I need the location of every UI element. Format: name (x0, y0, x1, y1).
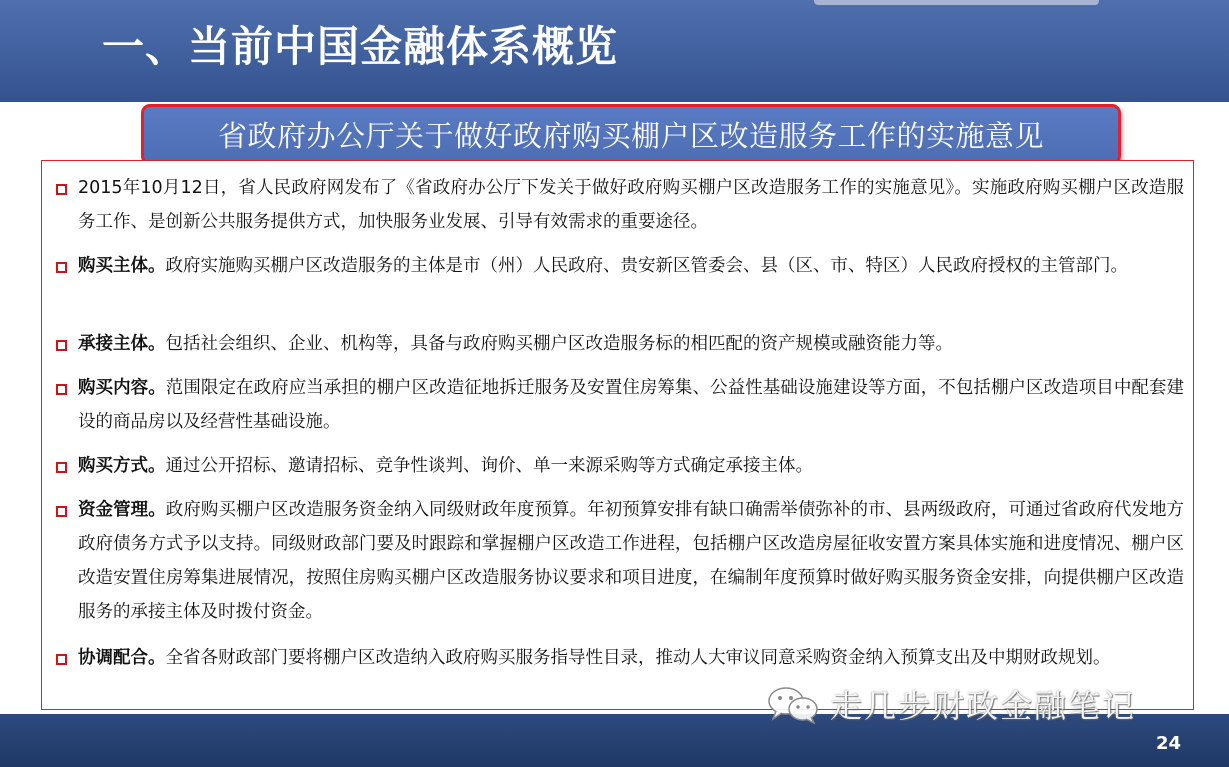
item-text (78, 171, 1184, 239)
wechat-icon (764, 684, 824, 724)
item-body: 2015年10月12日，省人民政府网发布了《省政府办公厅下发关于做好政府购买棚户区改造服务工作的实施意见》。实施政府购买棚户区改造服务工作、是创新公共服务提供方式，加快服务业发展、引导有效需求的重要途径。 (78, 178, 1184, 232)
square-bullet-icon (56, 184, 67, 195)
item-body: 通过公开招标、邀请招标、竞争性谈判、询价、单一来源采购等方式确定承接主体。 (165, 456, 813, 476)
square-bullet-icon (56, 262, 67, 273)
item-body: 包括社会组织、企业、机构等，具备与政府购买棚户区改造服务标的相匹配的资产规模或融资能力等。 (165, 334, 953, 354)
item-text (78, 371, 1184, 439)
item-body: 范围限定在政府应当承担的棚户区改造征地拆迁服务及安置住房筹集、公益性基础设施建设等方面，不包括棚户区改造项目中配套建设的商品房以及经营性基础设施。 (78, 378, 1185, 432)
watermark-text: 走几步财政金融笔记 (830, 687, 1137, 725)
item-text (78, 641, 1184, 675)
item-body: 政府实施购买棚户区改造服务的主体是市（州）人民政府、贵安新区管委会、县（区、市、特区）人民政府授权的主管部门。 (165, 256, 1128, 276)
square-bullet-icon (56, 384, 67, 395)
item-text (78, 327, 1184, 361)
list-item (56, 449, 1184, 483)
list-item (56, 171, 1184, 239)
list-item (56, 327, 1184, 361)
item-body: 全省各财政部门要将棚户区改造纳入政府购买服务指导性目录，推动人大审议同意采购资金纳入预算支出及中期财政规划。 (165, 648, 1111, 668)
page-number: 24 (1155, 733, 1181, 754)
item-heading: 协调配合。 (78, 648, 166, 668)
square-bullet-icon (56, 506, 67, 517)
watermark (764, 682, 1136, 726)
content-box (41, 160, 1194, 710)
list-item (56, 641, 1184, 675)
square-bullet-icon (56, 462, 67, 473)
subtitle-banner (141, 104, 1121, 165)
item-text (78, 493, 1184, 629)
list-item (56, 249, 1184, 283)
page-title: 一、当前中国金融体系概览 (102, 22, 619, 71)
square-bullet-icon (56, 340, 67, 351)
item-text (78, 449, 1184, 483)
item-heading: 购买方式。 (78, 456, 166, 476)
item-body: 政府购买棚户区改造服务资金纳入同级财政年度预算。年初预算安排有缺口确需举债弥补的市、县两级政府，可通过省政府代发地方政府债务方式予以支持。同级财政部门要及时跟踪和掌握棚户区改造工作进程，包括棚户区改造房屋征收安置方案具体实施和进度情况、棚户区改造安置住房筹集进展情况，按照住房购买棚户区改造服务协议要求和项目进度，在编制年度预算时做好购买服务资金安排，向提供棚户区改造服务的承接主体及时拨付资金。 (78, 500, 1185, 622)
header-bar (0, 0, 1229, 102)
item-heading: 承接主体。 (78, 334, 166, 354)
subtitle-text: 省政府办公厅关于做好政府购买棚户区改造服务工作的实施意见 (217, 119, 1044, 153)
list-item (56, 493, 1184, 629)
item-heading: 购买内容。 (78, 378, 166, 398)
item-text (78, 249, 1184, 283)
square-bullet-icon (56, 654, 67, 665)
item-heading: 资金管理。 (78, 500, 166, 520)
header-tab-decoration (814, 0, 1099, 5)
list-item (56, 371, 1184, 439)
item-heading: 购买主体。 (78, 256, 166, 276)
